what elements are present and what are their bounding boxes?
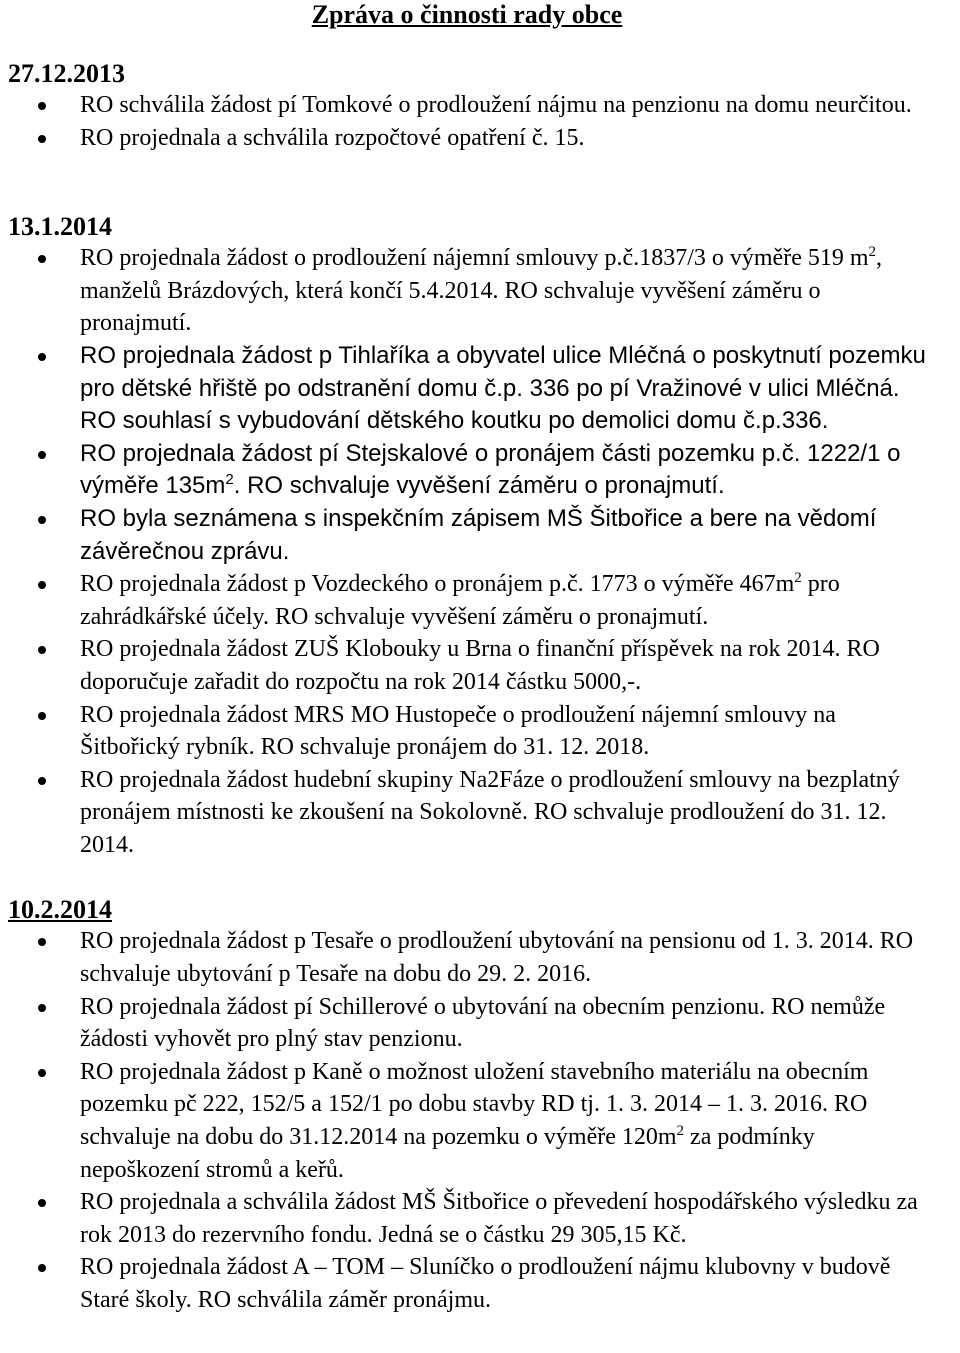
bullet-icon bbox=[38, 1004, 46, 1012]
bullet-icon bbox=[38, 135, 46, 143]
bullet-icon bbox=[38, 353, 46, 361]
bullet-icon bbox=[38, 646, 46, 654]
section-date: 10.2.2014 bbox=[8, 895, 112, 925]
item-list bbox=[8, 925, 926, 1316]
document-title: Zpráva o činnosti rady obce bbox=[311, 0, 623, 29]
bullet-icon bbox=[38, 1069, 46, 1077]
bullet-icon bbox=[38, 938, 46, 946]
bullet-icon bbox=[38, 102, 46, 110]
list-item: RO projednala žádost o prodloužení nájemní smlouvy p.č.1837/3 o výměře 519 $m^2$, manželů Brázdových, která končí 5.4.2014. RO schvaluje vyvěšení záměru o pronajmutí. bbox=[8, 242, 926, 340]
section-date: 27.12.2013 bbox=[8, 59, 125, 88]
bullet-icon bbox=[38, 777, 46, 785]
list-item: RO byla seznámena s inspekčním zápisem MŠ Šitbořice a bere na vědomí závěrečnou zprávu. bbox=[8, 503, 926, 568]
list-item: RO projednala žádost ZUŠ Klobouky u Brna o finanční příspěvek na rok 2014. RO doporučuje zařadit do rozpočtu na rok 2014 částku 5000,-. bbox=[8, 633, 926, 698]
bullet-icon bbox=[38, 451, 46, 459]
list-item: RO schválila žádost pí Tomkové o prodloužení nájmu na penzionu na domu neurčitou. bbox=[8, 89, 926, 122]
list-item: RO projednala žádost pí Stejskalové o pronájem části pozemku p.č. 1222/1 o výměře $135m^2$. RO schvaluje vyvěšení záměru o pronajmutí. bbox=[8, 438, 926, 503]
bullet-icon bbox=[38, 1199, 46, 1207]
section-2014-02-10 bbox=[8, 895, 926, 1316]
list-item: RO projednala žádost hudební skupiny Na2Fáze o prodloužení smlouvy na bezplatný pronájem místnosti ke zkoušení na Sokolovně. RO schvaluje prodloužení do 31. 12. 2014. bbox=[8, 764, 926, 862]
section-date: 13.1.2014 bbox=[8, 212, 112, 242]
list-item: RO projednala žádost p Tihlaříka a obyvatel ulice Mléčná o poskytnutí pozemku pro dětské hřiště po odstranění domu č.p. 336 po pí Vražinové v ulici Mléčná. RO souhlasí s vybudování dětského koutku po demolici domu č.p.336. bbox=[8, 340, 926, 438]
section-2014-01-13 bbox=[8, 212, 926, 861]
list-item: RO projednala žádost p Tesaře o prodloužení ubytování na pensionu od 1. 3. 2014. RO schvaluje ubytování p Tesaře na dobu do 29. 2. 2016. bbox=[8, 925, 926, 990]
bullet-icon bbox=[38, 516, 46, 524]
list-item: RO projednala žádost MRS MO Hustopeče o prodloužení nájemní smlouvy na Šitbořický rybník. RO schvaluje pronájem do 31. 12. 2018. bbox=[8, 699, 926, 764]
list-item: RO projednala žádost p Vozdeckého o pronájem p.č. 1773 o výměře $467m^2$ pro zahrádkářské účely. RO schvaluje vyvěšení záměru o pronajmutí. bbox=[8, 568, 926, 633]
list-item: RO projednala a schválila rozpočtové opatření č. 15. bbox=[8, 122, 926, 155]
list-item: RO projednala žádost p Kaně o možnost uložení stavebního materiálu na obecním pozemku pč 222, 152/5 a 152/1 po dobu stavby RD tj. 1. 3. 2014 – 1. 3. 2016. RO schvaluje na dobu do 31.12.2014 na pozemku o výměře $120m^2$ za podmínky nepoškození stromů a keřů. bbox=[8, 1056, 926, 1186]
section-2013-12-27 bbox=[8, 59, 926, 154]
list-item: RO projednala a schválila žádost MŠ Šitbořice o převedení hospodářského výsledku za rok 2013 do rezervního fondu. Jedná se o částku 29 305,15 Kč. bbox=[8, 1186, 926, 1251]
bullet-icon bbox=[38, 581, 46, 589]
item-list bbox=[8, 242, 926, 861]
item-list bbox=[8, 89, 926, 154]
bullet-icon bbox=[38, 712, 46, 720]
list-item: RO projednala žádost A – TOM – Sluníčko o prodloužení nájmu klubovny v budově Staré školy. RO schválila záměr pronájmu. bbox=[8, 1251, 926, 1316]
list-item: RO projednala žádost pí Schillerové o ubytování na obecním penzionu. RO nemůže žádosti vyhovět pro plný stav penzionu. bbox=[8, 991, 926, 1056]
bullet-icon bbox=[38, 255, 46, 263]
bullet-icon bbox=[38, 1264, 46, 1272]
